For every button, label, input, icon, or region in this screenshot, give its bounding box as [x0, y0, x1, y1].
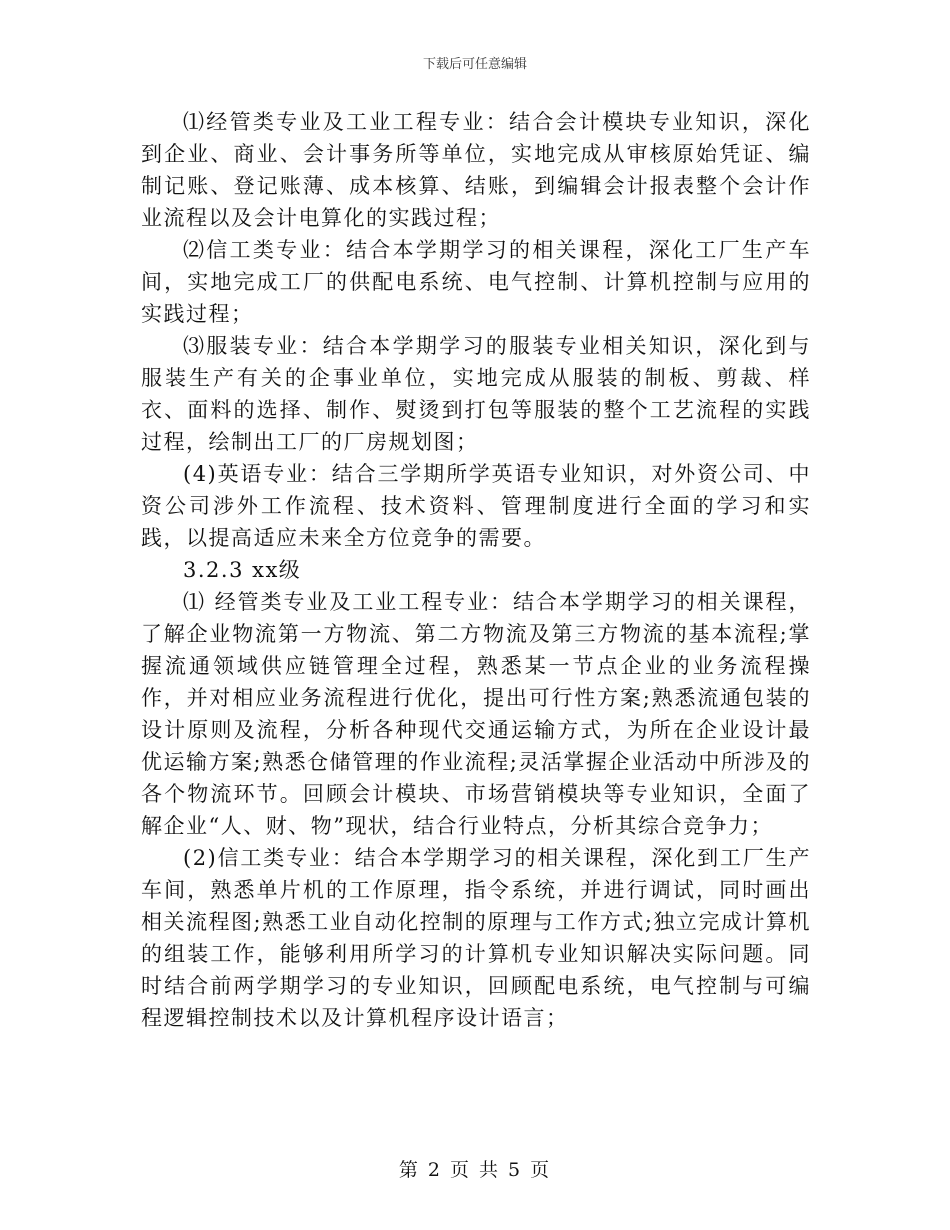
- section-heading: 3.2.3 xx级: [183, 558, 302, 582]
- document-body: [141, 106, 811, 1034]
- header-note: 下载后可任意编辑: [422, 57, 527, 72]
- paragraph-accounting: ⑴经管类专业及工业工程专业：结合会计模块专业知识，深化到企业、商业、会计事务所等单位，实地完成从审核原始凭证、编制记账、登记账薄、成本核算、结账，到编辑会计报表整个会计作业流程以及会计电算化的实践过程；: [141, 110, 811, 230]
- paragraph-english: (4)英语专业：结合三学期所学英语专业知识，对外资公司、中资公司涉外工作流程、技术资料、管理制度进行全面的学习和实践，以提高适应未来全方位竞争的需要。: [141, 462, 811, 550]
- paragraph-info-eng-2: (2)信工类专业：结合本学期学习的相关课程，深化到工厂生产车间，熟悉单片机的工作原理，指令系统，并进行调试，同时画出相关流程图;熟悉工业自动化控制的原理与工作方式;独立完成计算机的组装工作，能够利用所学习的计算机专业知识解决实际问题。同时结合前两学期学习的专业知识，回顾配电系统，电气控制与可编程逻辑控制技术以及计算机程序设计语言；: [141, 846, 811, 1030]
- paragraph-info-eng: ⑵信工类专业：结合本学期学习的相关课程，深化工厂生产车间，实地完成工厂的供配电系统、电气控制、计算机控制与应用的实践过程；: [141, 238, 811, 326]
- paragraph-fashion: ⑶服装专业：结合本学期学习的服装专业相关知识，深化到与服装生产有关的企事业单位，实地完成从服装的制板、剪裁、样衣、面料的选择、制作、熨烫到打包等服装的整个工艺流程的实践过程，绘制出工厂的厂房规划图；: [141, 334, 811, 454]
- paragraph-logistics: ⑴ 经管类专业及工业工程专业：结合本学期学习的相关课程，了解企业物流第一方物流、第二方物流及第三方物流的基本流程;掌握流通领域供应链管理全过程，熟悉某一节点企业的业务流程操作，并对相应业务流程进行优化，提出可行性方案;熟悉流通包装的设计原则及流程，分析各种现代交通运输方式，为所在企业设计最优运输方案;熟悉仓储管理的作业流程;灵活掌握企业活动中所涉及的各个物流环节。回顾会计模块、市场营销模块等专业知识，全面了解企业“人、财、物”现状，结合行业特点，分析其综合竞争力；: [141, 590, 811, 838]
- page-number: 第 2 页 共 5 页: [398, 1159, 552, 1181]
